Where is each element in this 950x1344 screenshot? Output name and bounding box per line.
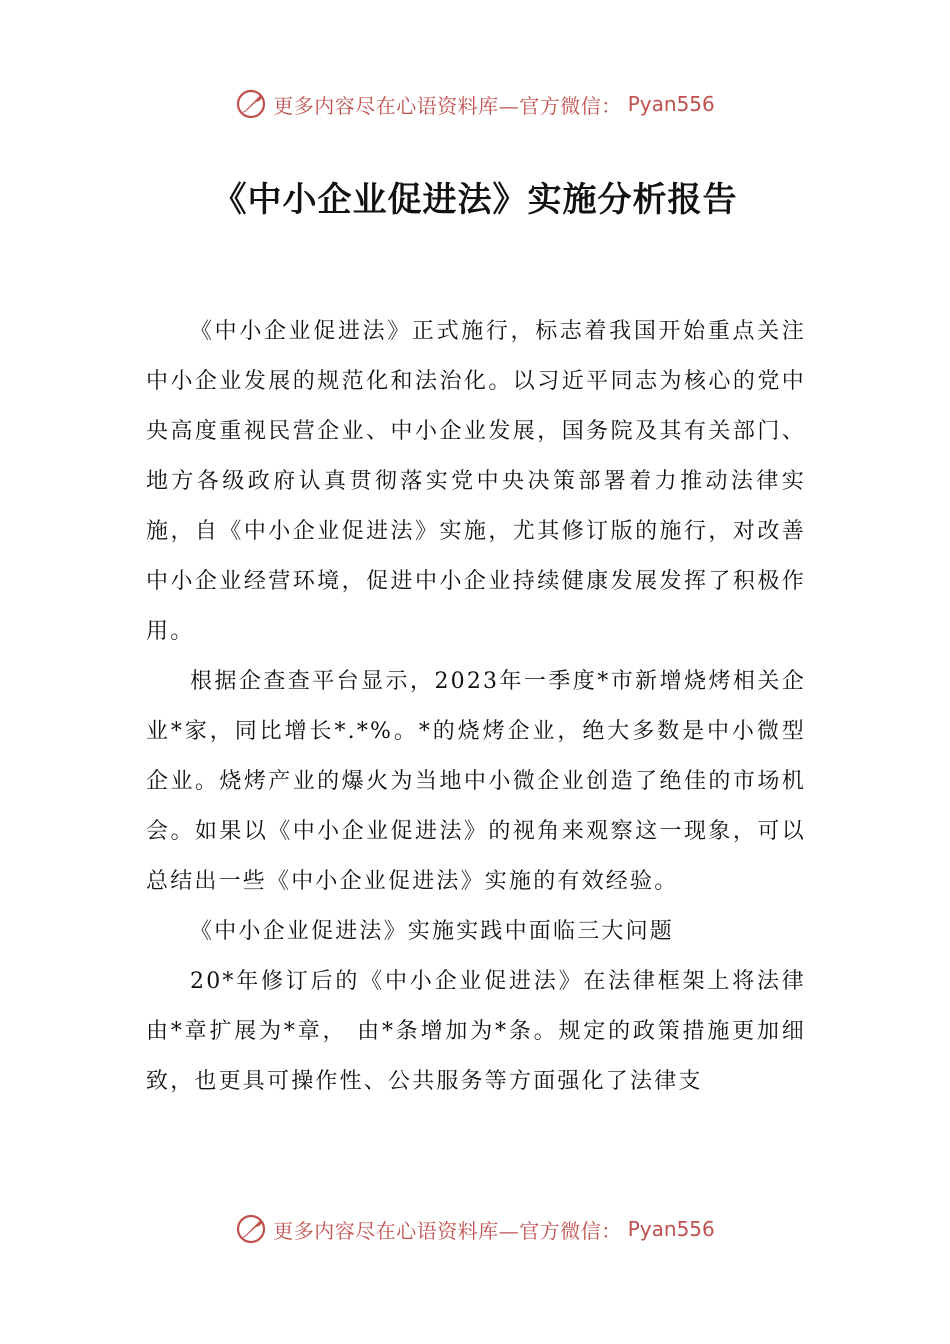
watermark-banner-bottom [0, 1209, 950, 1249]
watermark-text: 更多内容尽在心语资料库—官方微信： [273, 93, 622, 118]
watermark-text: 更多内容尽在心语资料库—官方微信： [273, 1218, 622, 1243]
document-body [146, 307, 806, 1107]
watermark-banner-top [0, 84, 950, 124]
document-title: 《中小企业促进法》实施分析报告 [212, 180, 738, 220]
paragraph: 根据企查查平台显示，2023年一季度*市新增烧烤相关企业*家，同比增长*.*%。*的烧烤企业，绝大多数是中小微型企业。烧烤产业的爆火为当地中小微企业创造了绝佳的市场机会。如果以《中小企业促进法》的视角来观察这一现象，可以总结出一些《中小企业促进法》实施的有效经验。 [146, 669, 806, 894]
watermark-wechat-id: Pyan556 [627, 92, 715, 116]
paragraph: 《中小企业促进法》正式施行，标志着我国开始重点关注中小企业发展的规范化和法治化。以习近平同志为核心的党中央高度重视民营企业、中小企业发展，国务院及其有关部门、地方各级政府认真贯彻落实党中央决策部署着力推动法律实施，自《中小企业促进法》实施，尤其修订版的施行，对改善中小企业经营环境，促进中小企业持续健康发展发挥了积极作用。 [146, 319, 806, 644]
quill-logo-icon [235, 1213, 267, 1245]
paragraph: 20*年修订后的《中小企业促进法》在法律框架上将法律由*章扩展为*章， 由*条增加为*条。规定的政策措施更加细致，也更具可操作性、公共服务等方面强化了法律支 [146, 969, 806, 1094]
watermark-wechat-id: Pyan556 [627, 1217, 715, 1241]
section-heading: 《中小企业促进法》实施实践中面临三大问题 [190, 919, 675, 944]
quill-logo-icon [235, 88, 267, 120]
